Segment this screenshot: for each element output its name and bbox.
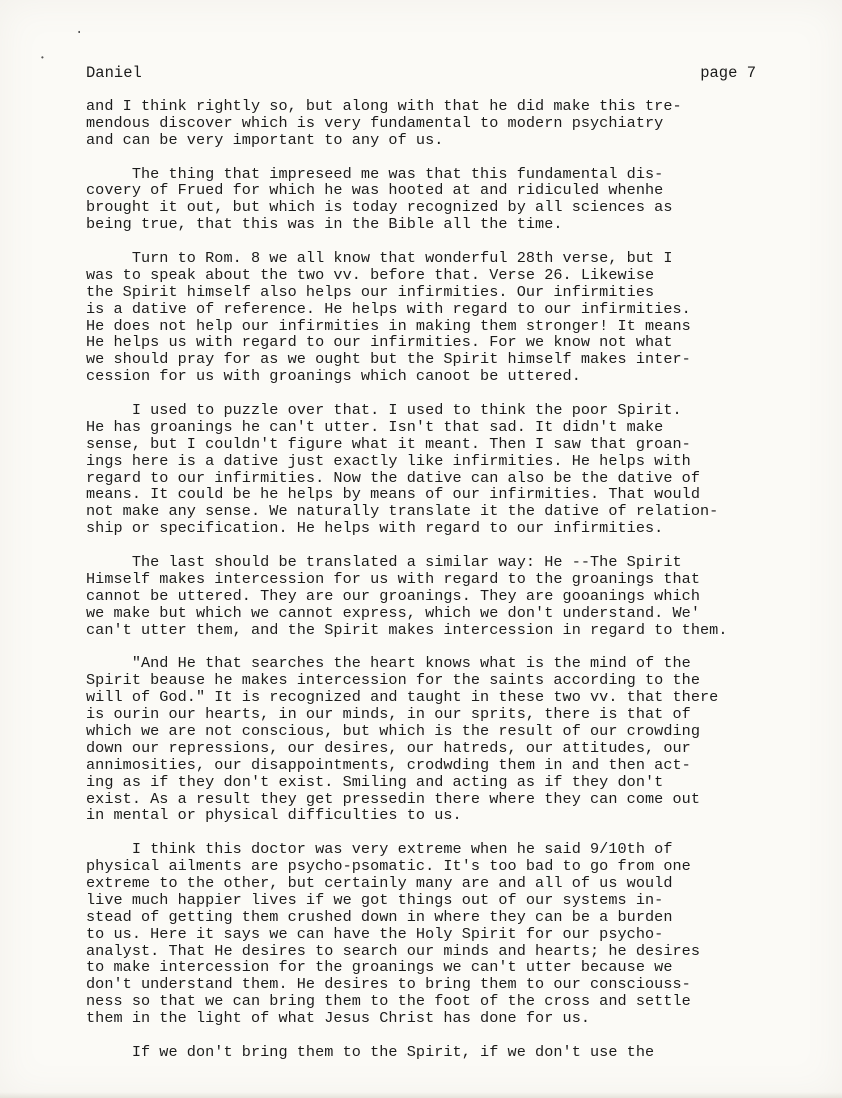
paragraph xyxy=(86,841,811,1027)
text-line: we should pray for as we ought but the Spirit himself makes inter- xyxy=(86,350,691,369)
text-line: He has groanings he can't utter. Isn't that sad. It didn't make xyxy=(86,417,664,436)
text-line: will of God." It is recognized and taught in these two vv. that there xyxy=(86,688,719,707)
paragraph xyxy=(86,655,811,824)
text-line: and I think rightly so, but along with that he did make this tre- xyxy=(86,97,682,115)
text-line: If we don't bring them to the Spirit, if we don't use the xyxy=(86,1042,655,1061)
text-line: The thing that impreseed me was that this fundamental dis- xyxy=(86,164,664,183)
text-line: extreme to the other, but certainly many are and all of us would xyxy=(86,873,673,892)
text-line: we make but which we cannot express, which we don't understand. We' xyxy=(86,603,700,622)
text-line: the Spirit himself also helps our infirmities. Our infirmities xyxy=(86,282,655,301)
paragraph xyxy=(86,554,811,638)
paragraph xyxy=(86,250,811,385)
text-line: not make any sense. We naturally translate it the dative of relation- xyxy=(86,502,719,521)
text-line: He helps us with regard to our infirmities. For we know not what xyxy=(86,333,673,352)
text-line: ness so that we can bring them to the foot of the cross and settle xyxy=(86,992,691,1011)
text-line: analyst. That He desires to search our minds and hearts; he desires xyxy=(86,941,700,960)
text-line: I think this doctor was very extreme when he said 9/10th of xyxy=(86,840,673,859)
stray-mark-left: • xyxy=(40,54,45,63)
text-line: to make intercession for the groanings we can't utter because we xyxy=(86,958,673,977)
text-line: can't utter them, and the Spirit makes intercession in regard to them. xyxy=(86,620,728,639)
text-line: The last should be translated a similar way: He --The Spirit xyxy=(86,553,682,572)
text-line: "And He that searches the heart knows what is the mind of the xyxy=(86,654,691,673)
text-line: in mental or physical difficulties to us. xyxy=(86,806,462,825)
text-line: He does not help our infirmities in making them stronger! It means xyxy=(86,316,691,335)
text-line: cannot be uttered. They are our groanings. They are gooanings which xyxy=(86,586,700,605)
text-line: ings here is a dative just exactly like infirmities. He helps with xyxy=(86,451,691,470)
text-line: sense, but I couldn't figure what it meant. Then I saw that groan- xyxy=(86,434,691,453)
text-line: regard to our infirmities. Now the dative can also be the dative of xyxy=(86,468,700,487)
text-line: exist. As a result they get pressedin there where they can come out xyxy=(86,789,700,808)
text-line: and can be very important to any of us. xyxy=(86,130,444,149)
text-line: is a dative of reference. He helps with regard to our infirmities. xyxy=(86,299,691,318)
text-line: ing as if they don't exist. Smiling and acting as if they don't xyxy=(86,772,664,791)
stray-mark-top: . xyxy=(75,22,84,38)
page-header xyxy=(86,64,756,82)
paper-edge xyxy=(0,1092,842,1098)
text-line: was to speak about the two vv. before that. Verse 26. Likewise xyxy=(86,265,655,284)
text-line: is ourin our hearts, in our minds, in our sprits, there is that of xyxy=(86,705,691,724)
text-line: Turn to Rom. 8 we all know that wonderful 28th verse, but I xyxy=(86,249,673,268)
document-body xyxy=(86,98,811,1078)
text-line: annimosities, our disappointments, crodwding them in and then act- xyxy=(86,755,691,774)
text-line: ship or specification. He helps with regard to our infirmities. xyxy=(86,519,664,538)
text-line: live much happier lives if we got things out of our systems in- xyxy=(86,890,664,909)
paragraph xyxy=(86,1044,811,1061)
text-line: cession for us with groanings which canoot be uttered. xyxy=(86,367,581,386)
text-line: mendous discover which is very fundamental to modern psychiatry xyxy=(86,113,664,132)
text-line: them in the light of what Jesus Christ has done for us. xyxy=(86,1009,591,1028)
paragraph xyxy=(86,402,811,537)
text-line: which we are not conscious, but which is the result of our crowding xyxy=(86,721,700,740)
page-number: page 7 xyxy=(700,64,756,82)
text-line: Spirit beause he makes intercession for the saints according to the xyxy=(86,671,700,690)
text-line: means. It could be he helps by means of our infirmities. That would xyxy=(86,485,700,504)
text-line: don't understand them. He desires to bring them to our consciouss- xyxy=(86,975,691,994)
text-line: being true, that this was in the Bible all the time. xyxy=(86,215,563,234)
text-line: stead of getting them crushed down in where they can be a burden xyxy=(86,907,673,926)
text-line: brought it out, but which is today recognized by all sciences as xyxy=(86,198,673,217)
text-line: covery of Frued for which he was hooted at and ridiculed whenhe xyxy=(86,181,664,200)
text-line: down our repressions, our desires, our hatreds, our attitudes, our xyxy=(86,738,691,757)
text-line: physical ailments are psycho-psomatic. It's too bad to go from one xyxy=(86,857,691,876)
header-title: Daniel xyxy=(86,64,142,82)
paragraph xyxy=(86,166,811,234)
text-line: to us. Here it says we can have the Holy Spirit for our psycho- xyxy=(86,924,664,943)
paragraph xyxy=(86,98,811,149)
text-line: Himself makes intercession for us with regard to the groanings that xyxy=(86,569,700,588)
text-line: I used to puzzle over that. I used to think the poor Spirit. xyxy=(86,401,682,420)
